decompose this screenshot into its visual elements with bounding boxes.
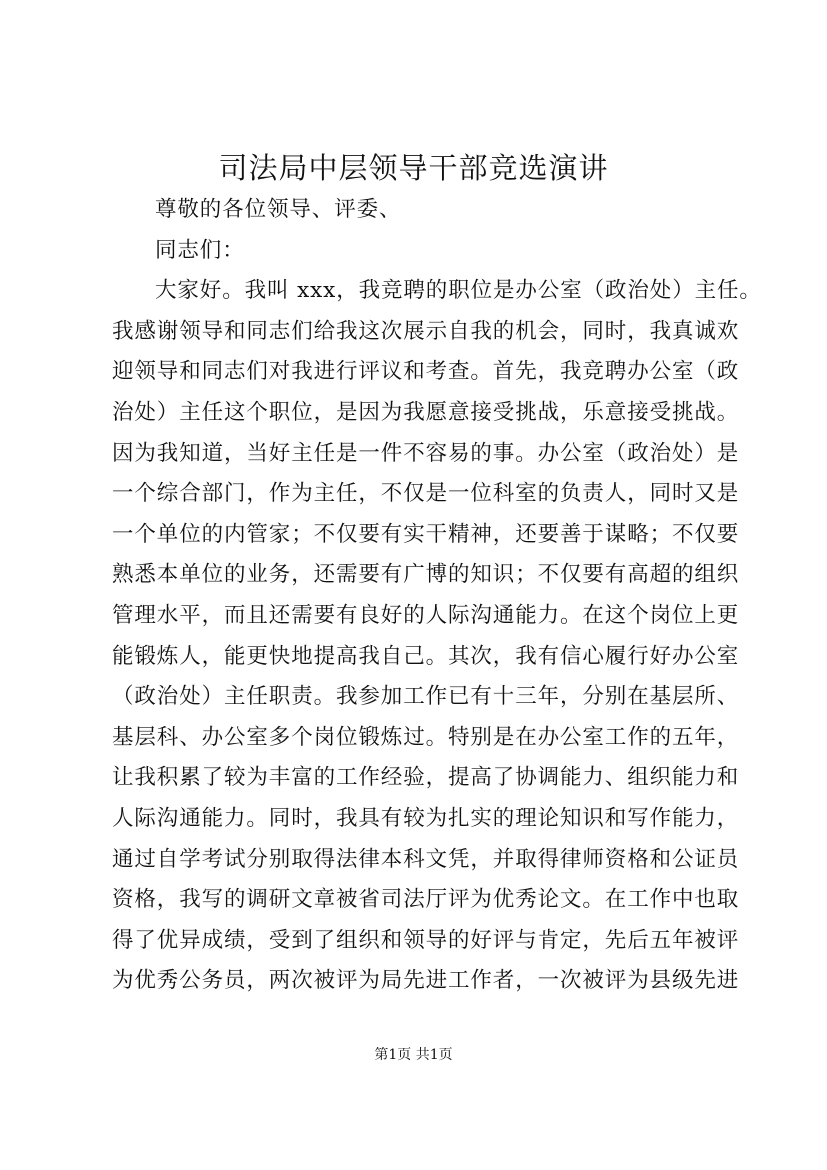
paragraph-line: 资格，我写的调研文章被省司法厅评为优秀论文。在工作中也取 — [112, 887, 740, 913]
paragraph-line: 一个单位的内管家；不仅要有实干精神，还要善于谋略；不仅要 — [112, 521, 740, 547]
paragraph-line: 人际沟通能力。同时，我具有较为扎实的理论知识和写作能力， — [112, 805, 740, 831]
salutation-line: 尊敬的各位领导、评委、 — [155, 197, 402, 222]
page-footer: 第1页 共1页 — [374, 1047, 453, 1063]
paragraph-line: 通过自学考试分别取得法律本科文凭，并取得律师资格和公证员 — [112, 846, 740, 872]
paragraph-line: 一个综合部门，作为主任，不仅是一位科室的负责人，同时又是 — [112, 481, 740, 507]
paragraph-line: 让我积累了较为丰富的工作经验，提高了协调能力、组织能力和 — [112, 765, 740, 791]
paragraph-line: 治处）主任这个职位，是因为我愿意接受挑战，乐意接受挑战。 — [112, 399, 740, 425]
paragraph-line: 为优秀公务员，两次被评为局先进工作者，一次被评为县级先进 — [112, 968, 740, 994]
document-body — [112, 190, 762, 1002]
paragraph-line: 管理水平，而且还需要有良好的人际沟通能力。在这个岗位上更 — [112, 602, 740, 628]
paragraph-line: （政治处）主任职责。我参加工作已有十三年，分别在基层所、 — [112, 684, 740, 710]
paragraph-line: 能锻炼人，能更快地提高我自己。其次，我有信心履行好办公室 — [112, 643, 740, 669]
document-title: 司法局中层领导干部竞选演讲 — [218, 151, 609, 185]
salutation-line: 同志们： — [155, 237, 245, 263]
paragraph-line: 得了优异成绩，受到了组织和领导的好评与肯定，先后五年被评 — [112, 927, 740, 953]
paragraph-line: 迎领导和同志们对我进行评议和考查。首先，我竞聘办公室（政 — [112, 359, 740, 385]
paragraph-line: 大家好。我叫 xxx，我竞聘的职位是办公室（政治处）主任。 — [155, 278, 762, 304]
paragraph-line: 我感谢领导和同志们给我这次展示自我的机会，同时，我真诚欢 — [112, 318, 740, 344]
paragraph-line: 基层科、办公室多个岗位锻炼过。特别是在办公室工作的五年， — [112, 724, 740, 750]
paragraph-line: 因为我知道，当好主任是一件不容易的事。办公室（政治处）是 — [112, 440, 740, 466]
paragraph-line: 熟悉本单位的业务，还需要有广博的知识；不仅要有高超的组织 — [112, 562, 740, 588]
